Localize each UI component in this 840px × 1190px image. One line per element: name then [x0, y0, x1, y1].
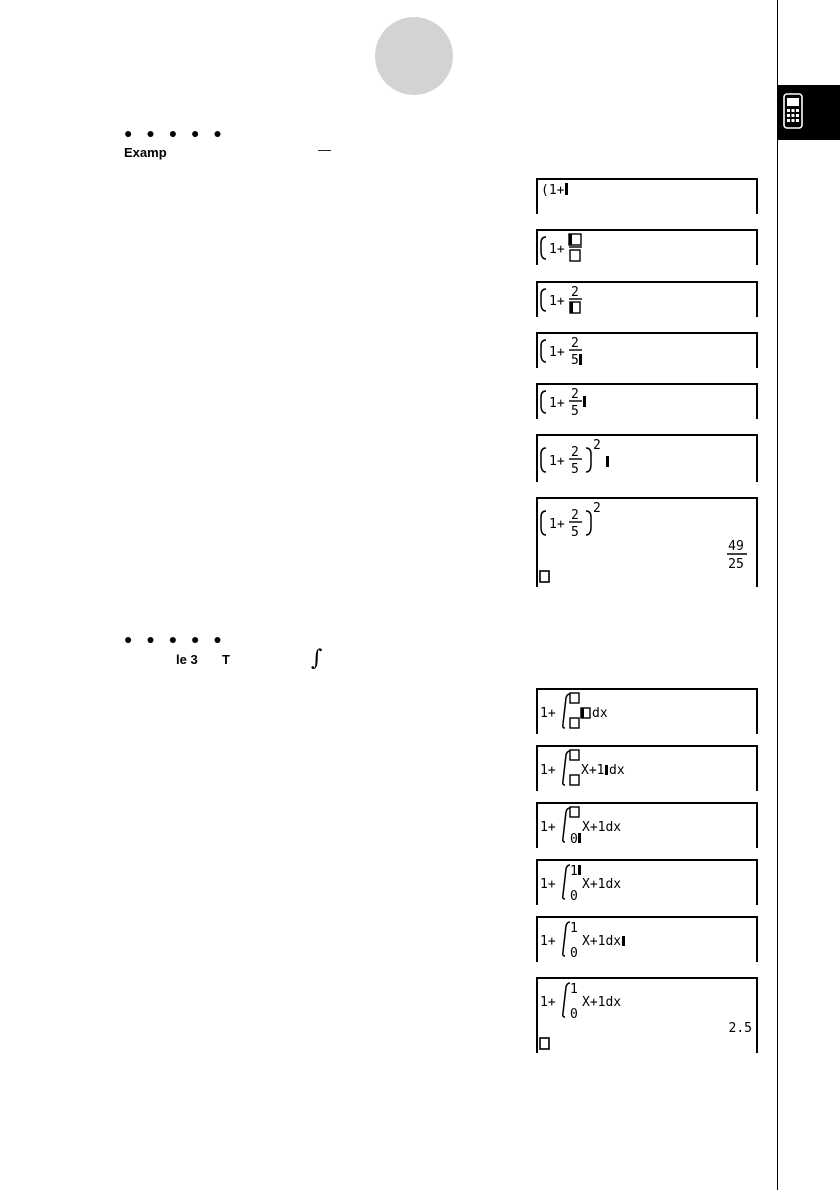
screen-expression: 1+ [549, 396, 565, 411]
screen-expression: 1+ [549, 345, 565, 360]
calculator-screen [536, 916, 758, 962]
cursor [605, 765, 608, 775]
example-heading-t: T [222, 652, 230, 667]
calculator-screen [536, 383, 758, 419]
screen-expression: 1+ [549, 517, 565, 532]
calculator-screen [536, 281, 758, 317]
example-heading: le 3 [176, 652, 198, 667]
screen-expression: 1+ [549, 242, 565, 257]
margin-rule [777, 0, 778, 1190]
integrand: X+1dx [582, 995, 622, 1010]
fraction-numerator: 2 [571, 445, 579, 460]
calculator-screen [536, 178, 758, 214]
result-numerator: 49 [728, 539, 744, 554]
integrand: X+1 [581, 763, 605, 778]
calculator-screen [536, 802, 758, 848]
integrand: X+1dx [582, 820, 622, 835]
lower-limit: 0 [570, 832, 578, 847]
example-heading: Examp [124, 145, 167, 160]
integrand: dx [592, 706, 608, 721]
section-dots: ● ● ● ● ● [124, 631, 227, 647]
screen-expression: 1+ [540, 706, 556, 721]
fraction-denominator: 5 [571, 353, 579, 368]
fraction-numerator: 2 [571, 508, 579, 523]
result-denominator: 25 [728, 557, 744, 572]
screen-expression: 1+ [549, 294, 565, 309]
fraction-dash: — [318, 142, 331, 157]
fraction-denominator: 5 [571, 404, 579, 419]
screen-expression: (1+ [541, 183, 565, 198]
calculator-screen [536, 688, 758, 734]
fraction-numerator: 2 [571, 285, 579, 300]
screen-expression: 1+ [540, 763, 556, 778]
screen-expression: 1+ [540, 995, 556, 1010]
integral-symbol: ∫ [311, 646, 323, 671]
chapter-tab [778, 85, 840, 140]
exponent: 2 [593, 501, 601, 516]
cursor [578, 833, 581, 843]
cursor [622, 936, 625, 946]
result-value: 2.5 [728, 1021, 752, 1036]
screen-expression: 1+ [540, 877, 556, 892]
cursor [583, 396, 586, 407]
integrand: X+1dx [582, 934, 622, 949]
fraction-numerator: 2 [571, 336, 579, 351]
exponent: 2 [593, 438, 601, 453]
upper-limit: 1 [570, 921, 578, 936]
cursor [565, 183, 568, 195]
lower-limit: 0 [570, 889, 578, 904]
calculator-screen [536, 745, 758, 791]
section-dots: ● ● ● ● ● [124, 125, 227, 141]
upper-limit: 1 [570, 982, 578, 997]
calculator-screen [536, 977, 758, 1053]
upper-limit: 1 [570, 864, 578, 879]
calculator-screen [536, 497, 758, 587]
calculator-screen [536, 859, 758, 905]
screen-expression: 1+ [540, 820, 556, 835]
calculator-screen [536, 332, 758, 368]
calculator-screen [536, 229, 758, 265]
cursor [578, 865, 581, 875]
cursor [606, 456, 609, 467]
integrand: X+1dx [582, 877, 622, 892]
lower-limit: 0 [570, 946, 578, 961]
page-marker-circle [375, 17, 453, 95]
integrand-dx: dx [609, 763, 625, 778]
calculator-screen [536, 434, 758, 482]
screen-expression: 1+ [549, 454, 565, 469]
fraction-denominator: 5 [571, 462, 579, 477]
calculator-icon [783, 93, 803, 129]
fraction-numerator: 2 [571, 387, 579, 402]
cursor-block [540, 571, 549, 582]
screen-expression: 1+ [540, 934, 556, 949]
cursor [579, 354, 582, 365]
fraction-denominator: 5 [571, 525, 579, 540]
cursor-block [540, 1038, 549, 1049]
lower-limit: 0 [570, 1007, 578, 1022]
